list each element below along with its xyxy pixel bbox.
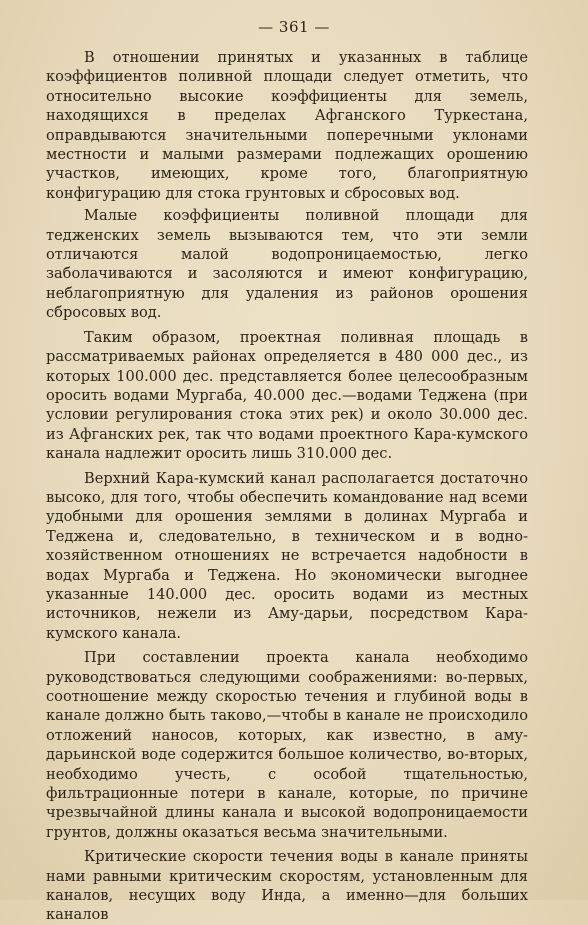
paragraph-5: При составлении проекта канала необходимо руководствоваться следующими соображениями: во-первых, соотношение между скоростью течения и глубиной воды в канале должно быть таково,—чтобы в канале не происходило отложений наносов, которых, как известно, в аму-дарьинской воде содержится большое количество, во-вторых, необходимо учесть, с особой тщательностью, фильтрационные потери в канале, которые, по причине чрезвычайной длины канала и высокой водопроницаемости грунтов, должны оказаться весьма значительными. (46, 649, 528, 841)
paragraph-3: Таким образом, проектная поливная площадь в рассматриваемых районах определяется в 480 000 дес., из которых 100.000 дес. представляется более целесообразным оросить водами Мургаба, 40.000 дес.—водами Теджена (при условии регулирования стока этих рек) и около 30.000 дес. из Афганских рек, так что водами проектного Кара-кумского канала надлежит оросить лишь 310.000 дес. (46, 328, 528, 463)
paragraph-2: Малые коэффициенты поливной площади для тедженских земель вызываются тем, что эти земли отличаются малой водопроницаемостью, легко заболачиваются и засоляются и имеют конфигурацию, неблагоприятную для удаления из районов орошения сбросовых вод. (46, 207, 528, 322)
paragraph-6: Критические скорости течения воды в канале приняты нами равными критическим скоростям, установленным для каналов, несущих воду Инда, а именно—для больших каналов (46, 848, 528, 924)
paragraph-4: Верхний Кара-кумский канал располагается достаточно высоко, для того, чтобы обеспечить командование над всеми удобными для орошения землями в долинах Мургаба и Теджена и, следовательно, в техническом и в водно-хозяйственном отношениях не встречается надобности в водах Мургаба и Теджена. Но экономически выгоднее указанные 140.000 дес. оросить водами из местных источников, нежели из Аму-дарьи, посредством Кара-кумского канала. (46, 469, 528, 642)
page-number: — 361 — (258, 18, 330, 36)
paragraph-1: В отношении принятых и указанных в таблице коэффициентов поливной площади следует отметить, что относительно высокие коэффициенты для земель, находящихся в пределах Афганского Туркестана, оправдываются значительными поперечными уклонами местности и малыми размерами подлежащих орошению участков, имеющих, кроме того, благоприятную конфигурацию для стока грунтовых и сбросовых вод. (46, 49, 528, 202)
